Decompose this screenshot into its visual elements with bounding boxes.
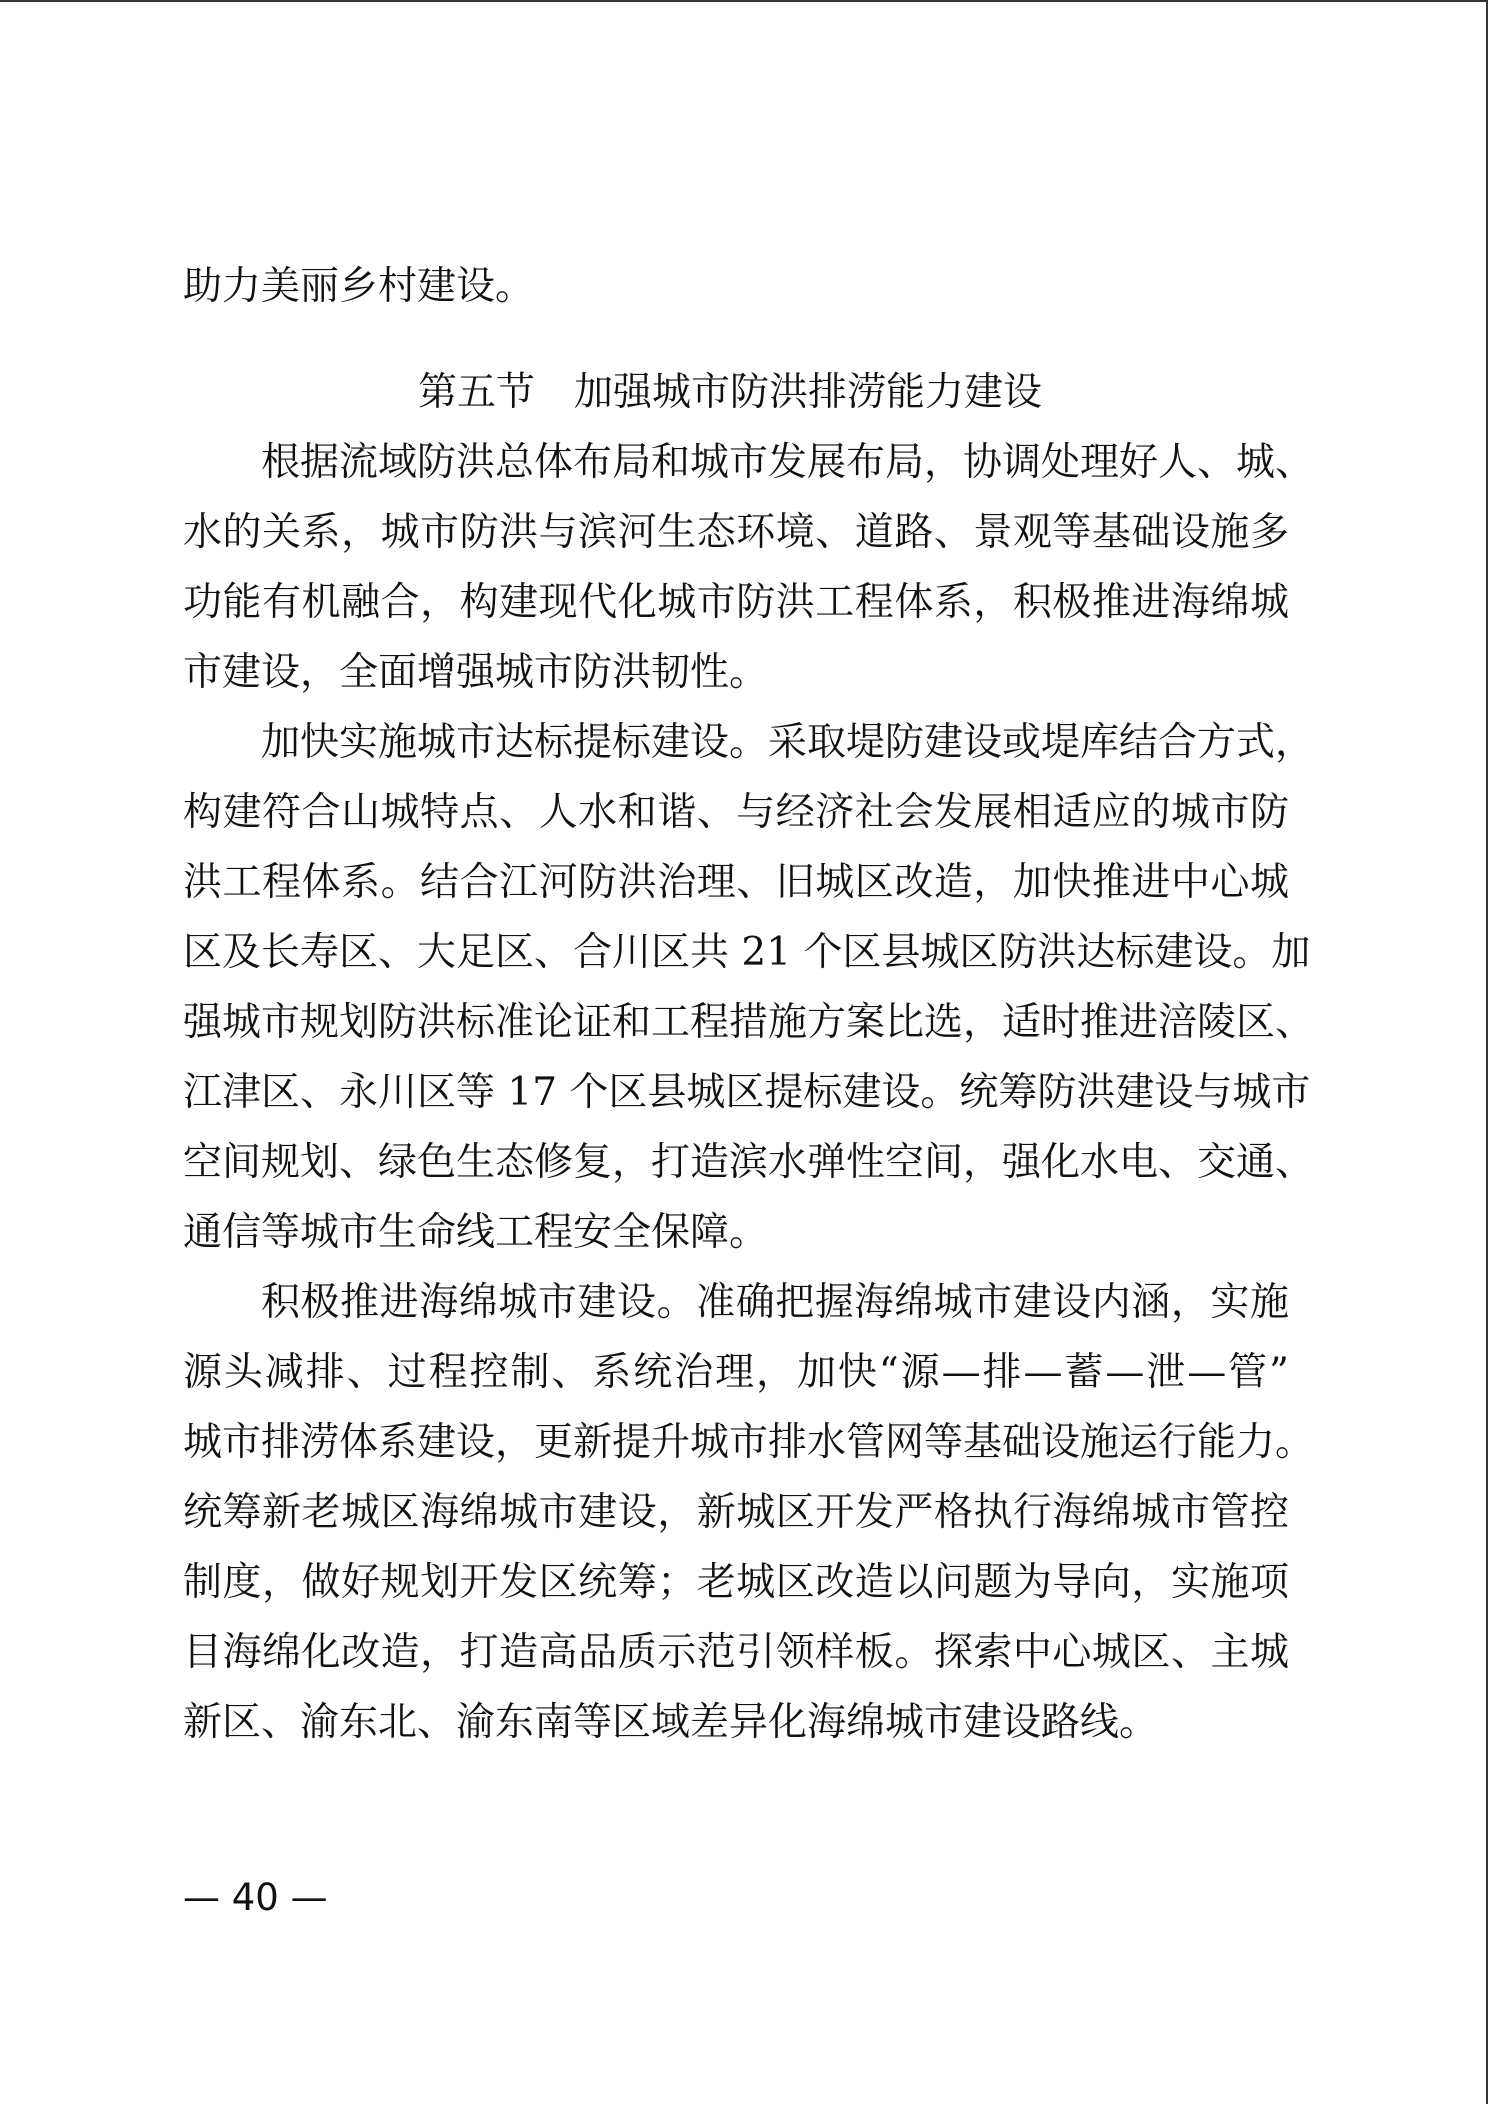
lead-line: 助力美丽乡村建设。 xyxy=(183,264,535,309)
document-body xyxy=(183,252,1315,1758)
paragraph-line: 源头减排、过程控制、系统治理，加快“源—排—蓄—泄—管” xyxy=(183,1350,1289,1395)
paragraph-line: 加快实施城市达标提标建设。采取堤防建设或堤库结合方式， xyxy=(261,720,1315,765)
paragraph-line: 水的关系，城市防洪与滨河生态环境、道路、景观等基础设施多 xyxy=(183,510,1289,555)
paragraph-line: 强城市规划防洪标准论证和工程措施方案比选，适时推进涪陵区、 xyxy=(183,1000,1315,1045)
paragraph-line: 构建符合山城特点、人水和谐、与经济社会发展相适应的城市防 xyxy=(183,790,1289,835)
paragraph-line: 制度，做好规划开发区统筹；老城区改造以问题为导向，实施项 xyxy=(183,1560,1289,1605)
paragraph-line: 根据流域防洪总体布局和城市发展布局，协调处理好人、城、 xyxy=(261,440,1315,485)
paragraph xyxy=(183,1268,1315,1758)
paragraph-line: 江津区、永川区等 17 个区县城区提标建设。统筹防洪建设与城市 xyxy=(183,1070,1311,1115)
paragraph-line: 功能有机融合，构建现代化城市防洪工程体系，积极推进海绵城 xyxy=(183,580,1289,625)
paragraph-line: 市建设，全面增强城市防洪韧性。 xyxy=(183,650,769,695)
section-title: 第五节 加强城市防洪排涝能力建设 xyxy=(418,370,1043,415)
paragraph-line: 洪工程体系。结合江河防洪治理、旧城区改造，加快推进中心城 xyxy=(183,860,1289,905)
paragraph-line: 统筹新老城区海绵城市建设，新城区开发严格执行海绵城市管控 xyxy=(183,1490,1289,1535)
paragraph xyxy=(183,708,1315,1268)
paragraph-line: 区及长寿区、大足区、合川区共 21 个区县城区防洪达标建设。加 xyxy=(183,930,1311,975)
paragraph-line: 空间规划、绿色生态修复，打造滨水弹性空间，强化水电、交通、 xyxy=(183,1140,1315,1185)
paragraph-line: 城市排涝体系建设，更新提升城市排水管网等基础设施运行能力。 xyxy=(183,1420,1315,1465)
paragraph-line: 通信等城市生命线工程安全保障。 xyxy=(183,1210,769,1255)
paragraph-line: 积极推进海绵城市建设。准确把握海绵城市建设内涵，实施 xyxy=(261,1280,1289,1325)
page-number: — 40 — xyxy=(183,1876,328,1919)
paragraph-line: 新区、渝东北、渝东南等区域差异化海绵城市建设路线。 xyxy=(183,1700,1159,1745)
paragraph-line: 目海绵化改造，打造高品质示范引领样板。探索中心城区、主城 xyxy=(183,1630,1289,1675)
paragraph xyxy=(183,428,1315,708)
